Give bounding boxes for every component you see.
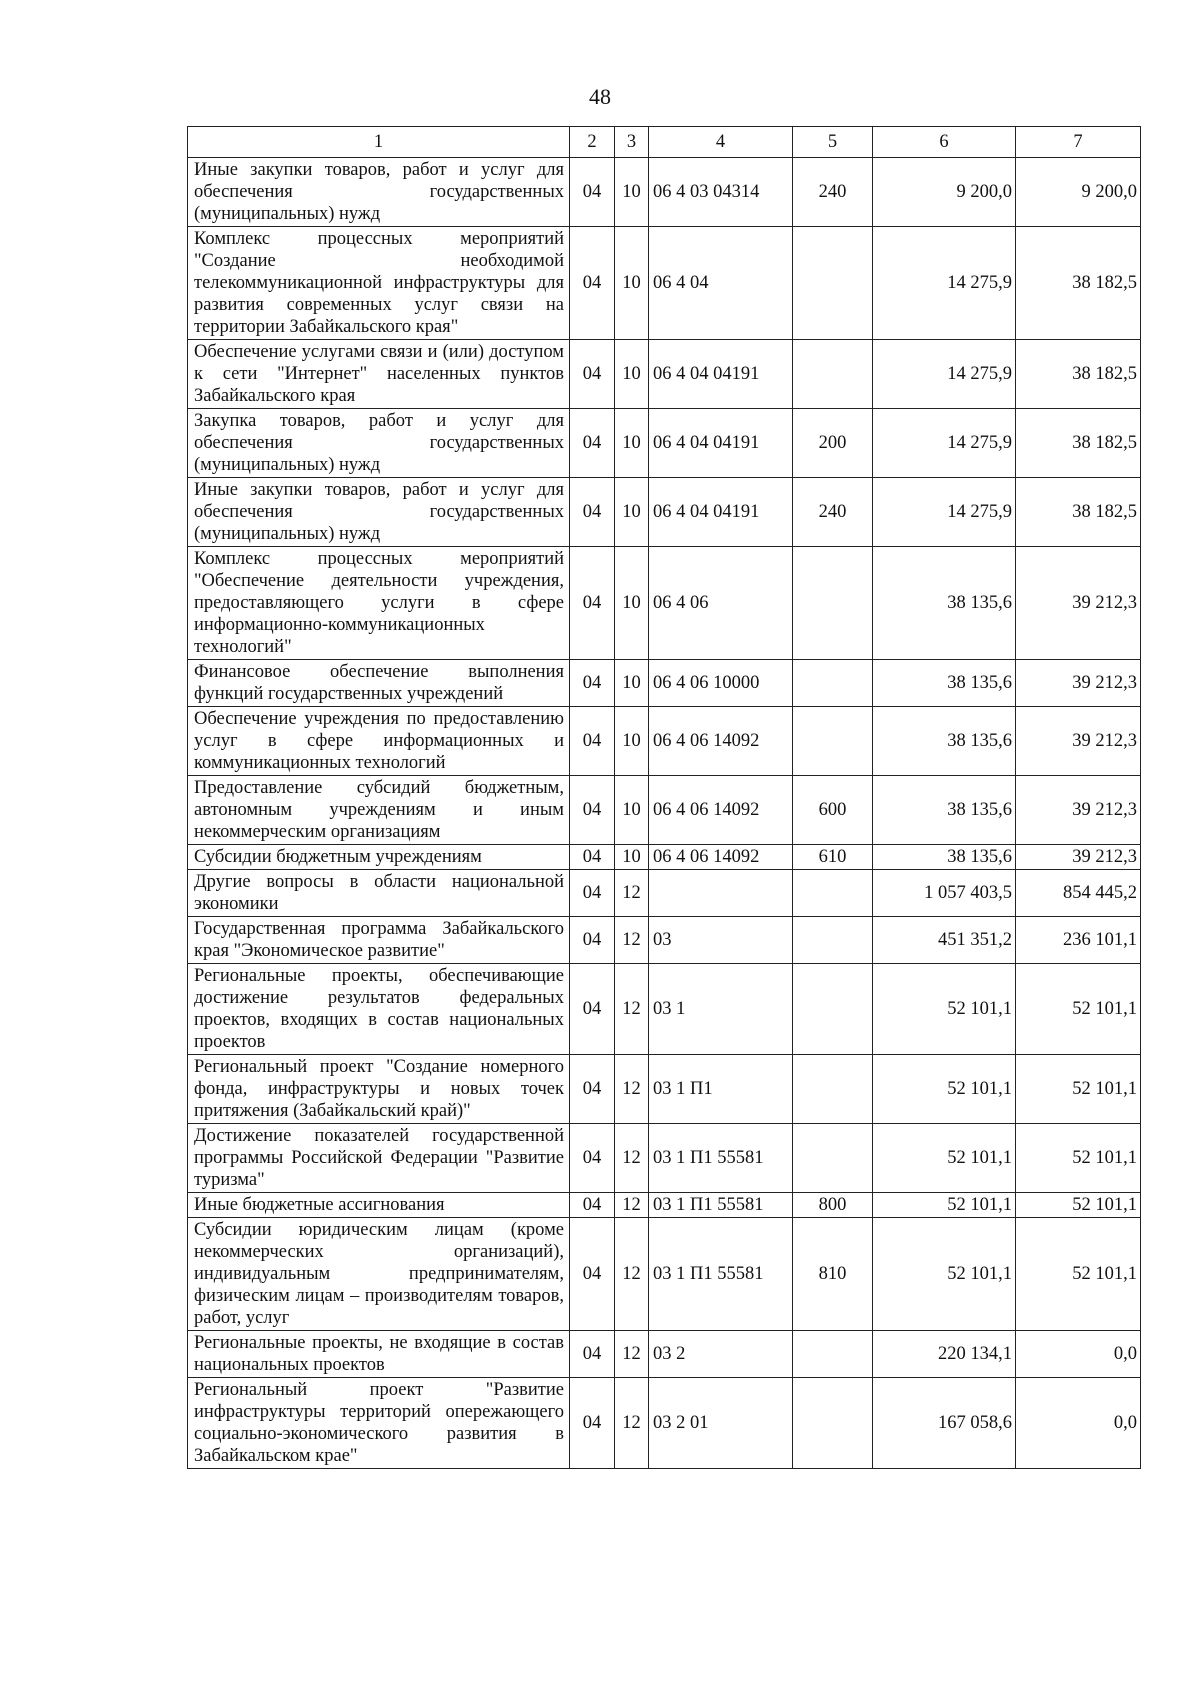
cell-sum-2: 854 445,2 [1016, 870, 1141, 917]
cell-section: 04 [570, 776, 615, 845]
cell-expense-type: 800 [793, 1193, 873, 1218]
header-col-2: 2 [570, 127, 615, 158]
cell-sum-1: 14 275,9 [873, 340, 1016, 409]
cell-target-article: 06 4 04 04191 [649, 340, 793, 409]
cell-name: Обеспечение учреждения по предоставлению услуг в сфере информационных и коммуникационных технологий [188, 707, 570, 776]
header-row [188, 127, 1141, 158]
cell-sum-1: 9 200,0 [873, 158, 1016, 227]
cell-sum-2: 52 101,1 [1016, 1124, 1141, 1193]
cell-expense-type [793, 707, 873, 776]
table-row [188, 776, 1141, 845]
cell-expense-type [793, 547, 873, 660]
cell-target-article: 06 4 04 04191 [649, 478, 793, 547]
cell-name: Иные закупки товаров, работ и услуг для обеспечения государственных (муниципальных) нужд [188, 158, 570, 227]
table-row [188, 1331, 1141, 1378]
table-row [188, 227, 1141, 340]
cell-expense-type [793, 660, 873, 707]
cell-sum-2: 9 200,0 [1016, 158, 1141, 227]
cell-sum-1: 167 058,6 [873, 1378, 1016, 1469]
cell-name: Иные закупки товаров, работ и услуг для обеспечения государственных (муниципальных) нужд [188, 478, 570, 547]
cell-target-article: 03 1 П1 [649, 1055, 793, 1124]
cell-sum-2: 38 182,5 [1016, 478, 1141, 547]
cell-target-article: 03 1 [649, 964, 793, 1055]
cell-sum-1: 52 101,1 [873, 1124, 1016, 1193]
table-row [188, 1378, 1141, 1469]
cell-expense-type [793, 340, 873, 409]
cell-sum-2: 39 212,3 [1016, 707, 1141, 776]
cell-section: 04 [570, 845, 615, 870]
cell-subsection: 10 [615, 547, 649, 660]
table-row [188, 964, 1141, 1055]
cell-section: 04 [570, 707, 615, 776]
header-col-6: 6 [873, 127, 1016, 158]
table-row [188, 340, 1141, 409]
table-header [188, 127, 1141, 158]
cell-target-article: 06 4 06 14092 [649, 707, 793, 776]
cell-sum-2: 38 182,5 [1016, 227, 1141, 340]
cell-subsection: 10 [615, 340, 649, 409]
cell-name: Достижение показателей государственной программы Российской Федерации "Развитие туризма" [188, 1124, 570, 1193]
budget-table [187, 126, 1141, 1469]
cell-sum-2: 39 212,3 [1016, 547, 1141, 660]
cell-subsection: 10 [615, 478, 649, 547]
cell-sum-1: 1 057 403,5 [873, 870, 1016, 917]
cell-subsection: 12 [615, 1331, 649, 1378]
table-body [188, 158, 1141, 1469]
table-row [188, 1218, 1141, 1331]
cell-subsection: 10 [615, 660, 649, 707]
cell-expense-type [793, 1055, 873, 1124]
cell-subsection: 10 [615, 776, 649, 845]
header-col-1: 1 [188, 127, 570, 158]
cell-section: 04 [570, 478, 615, 547]
cell-subsection: 12 [615, 917, 649, 964]
cell-name: Предоставление субсидий бюджетным, автономным учреждениям и иным некоммерческим организациям [188, 776, 570, 845]
cell-sum-2: 0,0 [1016, 1378, 1141, 1469]
table-row [188, 660, 1141, 707]
cell-section: 04 [570, 660, 615, 707]
header-col-7: 7 [1016, 127, 1141, 158]
cell-expense-type [793, 870, 873, 917]
cell-name: Другие вопросы в области национальной экономики [188, 870, 570, 917]
cell-target-article: 06 4 03 04314 [649, 158, 793, 227]
cell-target-article: 06 4 06 14092 [649, 845, 793, 870]
cell-subsection: 12 [615, 1055, 649, 1124]
cell-subsection: 12 [615, 1193, 649, 1218]
cell-expense-type [793, 1331, 873, 1378]
cell-name: Комплекс процессных мероприятий "Обеспечение деятельности учреждения, предоставляющего услуги в сфере информационно-коммуникационных технологий" [188, 547, 570, 660]
cell-target-article: 03 2 01 [649, 1378, 793, 1469]
cell-sum-2: 39 212,3 [1016, 776, 1141, 845]
cell-sum-1: 52 101,1 [873, 1218, 1016, 1331]
cell-name: Обеспечение услугами связи и (или) доступом к сети "Интернет" населенных пунктов Забайкальского края [188, 340, 570, 409]
cell-sum-1: 38 135,6 [873, 547, 1016, 660]
cell-section: 04 [570, 409, 615, 478]
cell-target-article: 03 2 [649, 1331, 793, 1378]
cell-expense-type: 810 [793, 1218, 873, 1331]
cell-name: Субсидии бюджетным учреждениям [188, 845, 570, 870]
cell-sum-1: 38 135,6 [873, 707, 1016, 776]
cell-section: 04 [570, 964, 615, 1055]
cell-name: Субсидии юридическим лицам (кроме некоммерческих организаций), индивидуальным предпринимателям, физическим лицам – производителям товаров, работ, услуг [188, 1218, 570, 1331]
page-number: 48 [589, 84, 611, 109]
cell-expense-type: 240 [793, 158, 873, 227]
cell-expense-type [793, 227, 873, 340]
cell-sum-2: 52 101,1 [1016, 1055, 1141, 1124]
cell-section: 04 [570, 870, 615, 917]
cell-subsection: 10 [615, 409, 649, 478]
cell-target-article: 03 [649, 917, 793, 964]
cell-section: 04 [570, 227, 615, 340]
table-row [188, 478, 1141, 547]
cell-target-article: 03 1 П1 55581 [649, 1193, 793, 1218]
cell-sum-2: 39 212,3 [1016, 660, 1141, 707]
cell-expense-type: 600 [793, 776, 873, 845]
cell-sum-2: 38 182,5 [1016, 340, 1141, 409]
cell-section: 04 [570, 1124, 615, 1193]
header-col-5: 5 [793, 127, 873, 158]
cell-sum-2: 52 101,1 [1016, 1218, 1141, 1331]
cell-section: 04 [570, 1193, 615, 1218]
table-row [188, 547, 1141, 660]
header-col-3: 3 [615, 127, 649, 158]
cell-expense-type [793, 964, 873, 1055]
cell-name: Региональные проекты, не входящие в состав национальных проектов [188, 1331, 570, 1378]
table-row [188, 409, 1141, 478]
cell-name: Иные бюджетные ассигнования [188, 1193, 570, 1218]
cell-sum-1: 220 134,1 [873, 1331, 1016, 1378]
cell-name: Региональный проект "Создание номерного фонда, инфраструктуры и новых точек притяжения (Забайкальский край)" [188, 1055, 570, 1124]
cell-expense-type: 200 [793, 409, 873, 478]
cell-section: 04 [570, 340, 615, 409]
cell-sum-1: 52 101,1 [873, 1055, 1016, 1124]
cell-sum-1: 14 275,9 [873, 478, 1016, 547]
cell-expense-type [793, 1378, 873, 1469]
cell-sum-1: 38 135,6 [873, 776, 1016, 845]
cell-name: Государственная программа Забайкальского края "Экономическое развитие" [188, 917, 570, 964]
cell-target-article [649, 870, 793, 917]
cell-section: 04 [570, 1218, 615, 1331]
cell-section: 04 [570, 917, 615, 964]
table-row [188, 707, 1141, 776]
cell-subsection: 10 [615, 158, 649, 227]
cell-subsection: 12 [615, 964, 649, 1055]
table-row [188, 845, 1141, 870]
cell-subsection: 12 [615, 870, 649, 917]
table-row [188, 1055, 1141, 1124]
cell-name: Закупка товаров, работ и услуг для обеспечения государственных (муниципальных) нужд [188, 409, 570, 478]
cell-sum-2: 52 101,1 [1016, 1193, 1141, 1218]
cell-subsection: 10 [615, 707, 649, 776]
cell-subsection: 12 [615, 1378, 649, 1469]
cell-section: 04 [570, 547, 615, 660]
cell-sum-1: 451 351,2 [873, 917, 1016, 964]
cell-subsection: 10 [615, 845, 649, 870]
cell-subsection: 12 [615, 1218, 649, 1331]
table-row [188, 1124, 1141, 1193]
cell-target-article: 06 4 06 [649, 547, 793, 660]
cell-expense-type: 240 [793, 478, 873, 547]
cell-name: Финансовое обеспечение выполнения функций государственных учреждений [188, 660, 570, 707]
cell-target-article: 06 4 04 04191 [649, 409, 793, 478]
cell-expense-type [793, 917, 873, 964]
cell-section: 04 [570, 158, 615, 227]
cell-name: Региональные проекты, обеспечивающие достижение результатов федеральных проектов, входящих в состав национальных проектов [188, 964, 570, 1055]
cell-sum-1: 14 275,9 [873, 227, 1016, 340]
table-row [188, 1193, 1141, 1218]
cell-sum-1: 38 135,6 [873, 660, 1016, 707]
cell-sum-1: 52 101,1 [873, 1193, 1016, 1218]
cell-sum-2: 0,0 [1016, 1331, 1141, 1378]
cell-section: 04 [570, 1055, 615, 1124]
cell-sum-2: 38 182,5 [1016, 409, 1141, 478]
cell-section: 04 [570, 1378, 615, 1469]
cell-sum-1: 14 275,9 [873, 409, 1016, 478]
cell-sum-1: 38 135,6 [873, 845, 1016, 870]
cell-sum-2: 39 212,3 [1016, 845, 1141, 870]
cell-target-article: 03 1 П1 55581 [649, 1218, 793, 1331]
cell-target-article: 06 4 04 [649, 227, 793, 340]
table-row [188, 158, 1141, 227]
cell-target-article: 06 4 06 10000 [649, 660, 793, 707]
cell-sum-1: 52 101,1 [873, 964, 1016, 1055]
cell-expense-type [793, 1124, 873, 1193]
cell-subsection: 12 [615, 1124, 649, 1193]
cell-target-article: 03 1 П1 55581 [649, 1124, 793, 1193]
cell-name: Региональный проект "Развитие инфраструктуры территорий опережающего социально-экономического развития в Забайкальском крае" [188, 1378, 570, 1469]
cell-target-article: 06 4 06 14092 [649, 776, 793, 845]
table-row [188, 917, 1141, 964]
header-col-4: 4 [649, 127, 793, 158]
cell-section: 04 [570, 1331, 615, 1378]
cell-subsection: 10 [615, 227, 649, 340]
cell-sum-2: 52 101,1 [1016, 964, 1141, 1055]
cell-name: Комплекс процессных мероприятий "Создание необходимой телекоммуникационной инфраструктуры для развития современных услуг связи на территории Забайкальского края" [188, 227, 570, 340]
cell-expense-type: 610 [793, 845, 873, 870]
table-row [188, 870, 1141, 917]
cell-sum-2: 236 101,1 [1016, 917, 1141, 964]
